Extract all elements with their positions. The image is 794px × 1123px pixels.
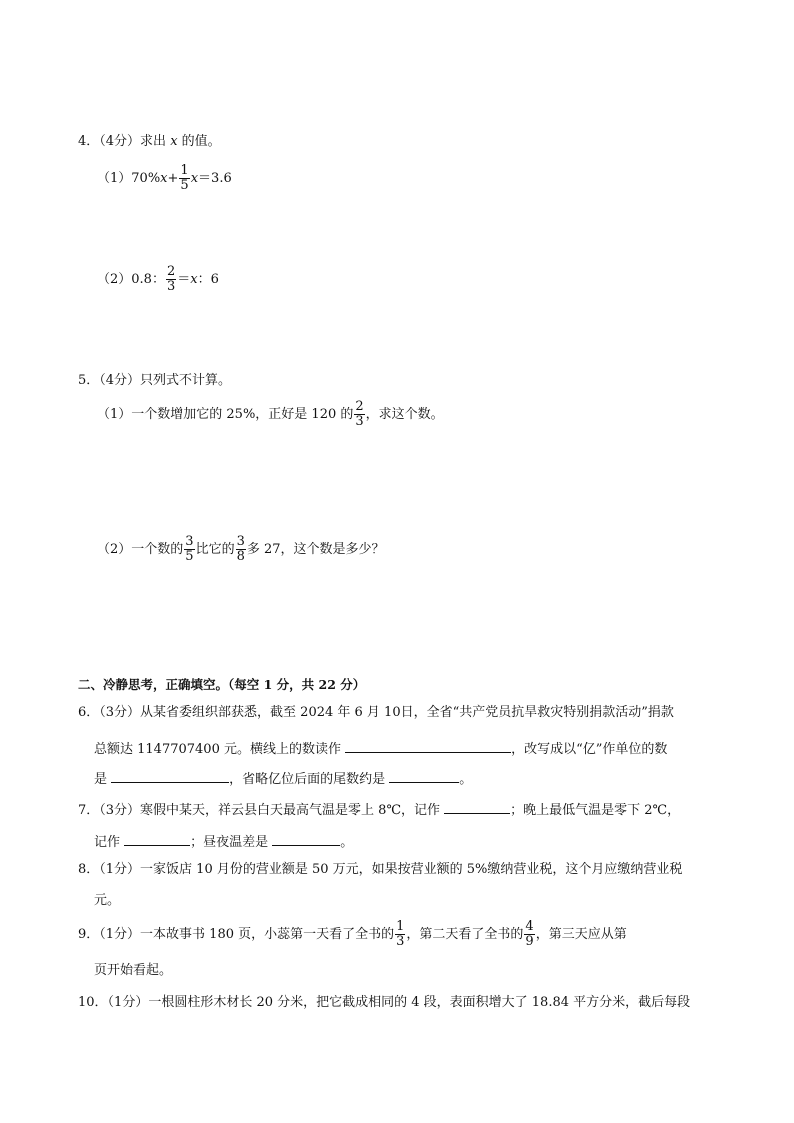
q5-p2-end: 多 27，这个数是多少？: [246, 542, 385, 557]
q4-p1-var2: x: [190, 171, 199, 186]
q6-line3-end: 。: [459, 772, 473, 787]
q4-variable: x: [170, 134, 178, 149]
fraction-numerator: 2: [355, 399, 364, 414]
fraction-denominator: 5: [180, 178, 189, 193]
fraction-denominator: 3: [355, 414, 364, 429]
answer-blank[interactable]: [444, 799, 510, 814]
fraction-numerator: 3: [236, 534, 245, 549]
q6-line2: [94, 738, 667, 758]
q4-p2-equals: ＝: [177, 272, 191, 287]
fraction-denominator: 8: [236, 549, 245, 564]
fraction-numerator: 1: [396, 919, 405, 934]
q4-part1: [97, 164, 232, 194]
q5-p1-text: （1）一个数增加它的 25%，正好是 120 的: [97, 407, 354, 422]
fraction-numerator: 3: [185, 534, 194, 549]
q4-heading: [78, 134, 221, 150]
q7-line2-end: 。: [340, 835, 354, 850]
answer-blank[interactable]: [272, 831, 340, 846]
q4-p1-var: x: [160, 171, 168, 186]
q9-line1: [78, 920, 627, 950]
q4-p1-result: ＝3.6: [198, 171, 232, 186]
q7-line2-text: 记作: [94, 835, 125, 850]
q4-p1-text: （1）70%: [97, 171, 161, 186]
q10-line1: 10．（1分）一根圆柱形木材长 20 分米，把它截成相同的 4 段，表面积增大了 18.84 平方分米，截后每段: [78, 995, 691, 1010]
q4-p1-plus: +: [167, 171, 179, 186]
fraction-numerator: 1: [180, 163, 189, 178]
answer-blank[interactable]: [124, 831, 190, 846]
q9-line2: 页开始看起。: [94, 963, 173, 978]
q9-line1-end: ，第三天应从第: [535, 927, 627, 942]
q4-p2-text: （2）0.8：: [97, 272, 165, 287]
q4-heading-text-end: 的值。: [177, 134, 221, 149]
fraction-numerator: 4: [525, 919, 534, 934]
answer-blank[interactable]: [345, 738, 511, 753]
q4-part2: [97, 265, 219, 295]
section-heading: 二、冷静思考，正确填空。（每空 1 分，共 22 分）: [78, 677, 366, 692]
q5-part2: [97, 535, 385, 565]
fraction-denominator: 5: [185, 549, 194, 564]
q8-line2: 元。: [94, 893, 121, 908]
q5-p2-fraction2: [236, 535, 246, 564]
q4-p2-var: x: [190, 272, 198, 287]
q5-p1-fraction: [354, 400, 364, 429]
q5-p2-fraction1: [184, 535, 194, 564]
q7-line2: [94, 831, 353, 851]
q6-line2-end: ，改写成以“亿”作单位的数: [511, 742, 668, 757]
q5-p2-text: （2）一个数的: [97, 542, 184, 557]
answer-blank[interactable]: [389, 768, 459, 783]
q4-heading-text: 4．（4分）求出: [78, 134, 171, 149]
q4-p2-end: ：6: [197, 272, 219, 287]
q5-part1: [97, 400, 444, 430]
q5-p2-middle: 比它的: [195, 542, 235, 557]
q7-line1: [78, 799, 680, 819]
fraction-denominator: 9: [525, 934, 534, 949]
q7-line2-middle: ；昼夜温差是: [190, 835, 273, 850]
q6-line2-text: 总额达 1147707400 元。横线上的数读作: [94, 742, 346, 757]
fraction-numerator: 2: [166, 264, 176, 279]
q5-p1-end: ，求这个数。: [365, 407, 444, 422]
q5-heading: 5．（4分）只列式不计算。: [78, 373, 232, 388]
fraction-denominator: 3: [396, 934, 405, 949]
q9-line1-text: 9．（1分）一本故事书 180 页，小蕊第一天看了全书的: [78, 927, 395, 942]
q9-fraction2: [524, 920, 534, 949]
q7-line1-text: 7．（3分）寒假中某天，祥云县白天最高气温是零上 8℃，记作: [78, 803, 445, 818]
q6-line3-text: 是: [94, 772, 112, 787]
fraction-denominator: 3: [166, 279, 176, 294]
q7-line1-end: ；晚上最低气温是零下 2℃，: [510, 803, 681, 818]
q9-fraction1: [395, 920, 405, 949]
q9-line1-middle: ，第二天看了全书的: [406, 927, 524, 942]
q4-p1-fraction: [179, 164, 189, 193]
q6-line1: 6．（3分）从某省委组织部获悉，截至 2024 年 6 月 10日，全省“共产党员抗旱救灾特别捐款活动”捐款: [78, 705, 674, 720]
answer-blank[interactable]: [111, 768, 229, 783]
q8-line1: 8．（1分）一家饭店 10 月份的营业额是 50 万元，如果按营业额的 5%缴纳营业税，这个月应缴纳营业税: [78, 862, 683, 877]
q6-line3-middle: ，省略亿位后面的尾数约是: [229, 772, 390, 787]
q4-p2-fraction: [166, 265, 176, 294]
q6-line3: [94, 768, 472, 788]
